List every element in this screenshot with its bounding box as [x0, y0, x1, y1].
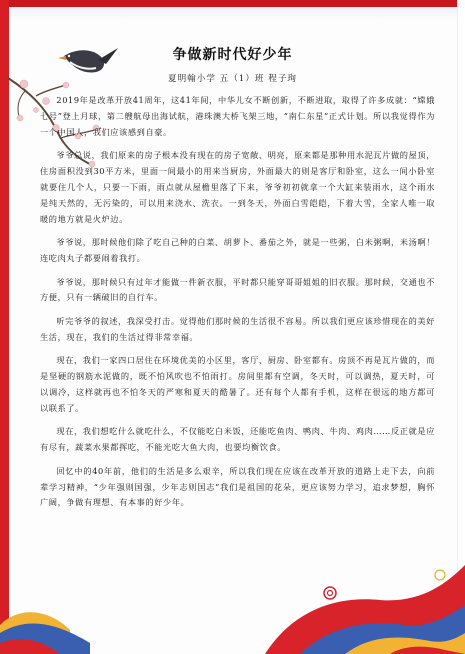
author-line: 夏明翰小学 五（1）班 程子珣	[167, 74, 298, 84]
paragraph: 听完爷爷的叙述，我深受打击。觉得他们那时候的生活很不容易。所以我们更应该珍惜现在的美好生活，现在，我们的生活过得非常幸福。	[40, 315, 435, 342]
paragraph: 现在，我们想吃什么就吃什么，不仅能吃白米饭，还能吃鱼肉、鸭肉、牛肉、鸡肉……反正就是应有尽有，蔬菜水果都挥吃，不能光吃大鱼大肉，也要均衡饮食。	[40, 426, 435, 453]
paragraph: 回忆中的40年前，他们的生活是多么艰辛，所以我们现在应该在改革开放的道路上走下去，向前辈学习精神，“少年强则国强，少年志则国志”我们是祖国的花朵，更应该努力学习，追求梦想，胸怀广阔，争做有理想、有本事的好少年。	[40, 465, 435, 508]
paragraph: 2019年是改革开放41周年，这41年间，中华儿女不断创新，不断进取，取得了许多成就：“嫦娥七号”登上月球，第二艘航母出海试航，港珠澳大桥飞架三地，“南仁东星”正式计划。所以我觉得作为一个中国人，我们应该感到自豪。	[40, 95, 435, 137]
paragraph: 现在，我们一家四口居住在环境优美的小区里，客厅、厨房、卧室都有。房顶不再是瓦片做的，而是坚硬的钢筋水泥做的，既不怕风吹也不怕雨打。房间里都有空调，冬天时，可以调热，夏天时，可以调冷，这样就再也不怕冬天的严寒和夏天的酷暑了。还有每个人都有手机，这样在很远的地方都可以联系了。	[40, 355, 435, 413]
paragraph: 爷爷说，那时候只有过年才能做一件新衣服，平时都只能穿哥哥姐姐的旧衣服。那时候，交通也不方便，只有一辆破旧的自行车。	[40, 276, 435, 303]
paragraph: 爷爷总说，我们原来的房子根本没有现在的房子宽敞、明亮，原来都是那种用水泥瓦片做的屋顶，住房面积没到30平方米，里面一间最小的用来当厨房，外面最大的则是客厅和卧室，这么一间小卧室就要住几个人，只要一下雨，雨点就从屋檐里落了下来，爷爷初初就拿一个大缸来装雨水，这个雨水是纯天然的，无污染的，可以用来浇水、洗衣。一到冬天，外面白雪皑皑，下着大雪，全家人唯一取暖的地方就是火炉边。	[40, 150, 435, 224]
top-red-border	[0, 0, 465, 7]
paragraph: 爷爷说，那时候他们除了吃自己种的白菜、胡萝卜、番茄之外，就是一些粥，白米粥啊，米汤啊！连吃肉丸子都要闹着我打。	[40, 237, 435, 264]
article-body	[40, 93, 435, 519]
page-title: 争做新时代好少年	[172, 47, 293, 63]
bottom-wave-decoration	[0, 555, 465, 654]
